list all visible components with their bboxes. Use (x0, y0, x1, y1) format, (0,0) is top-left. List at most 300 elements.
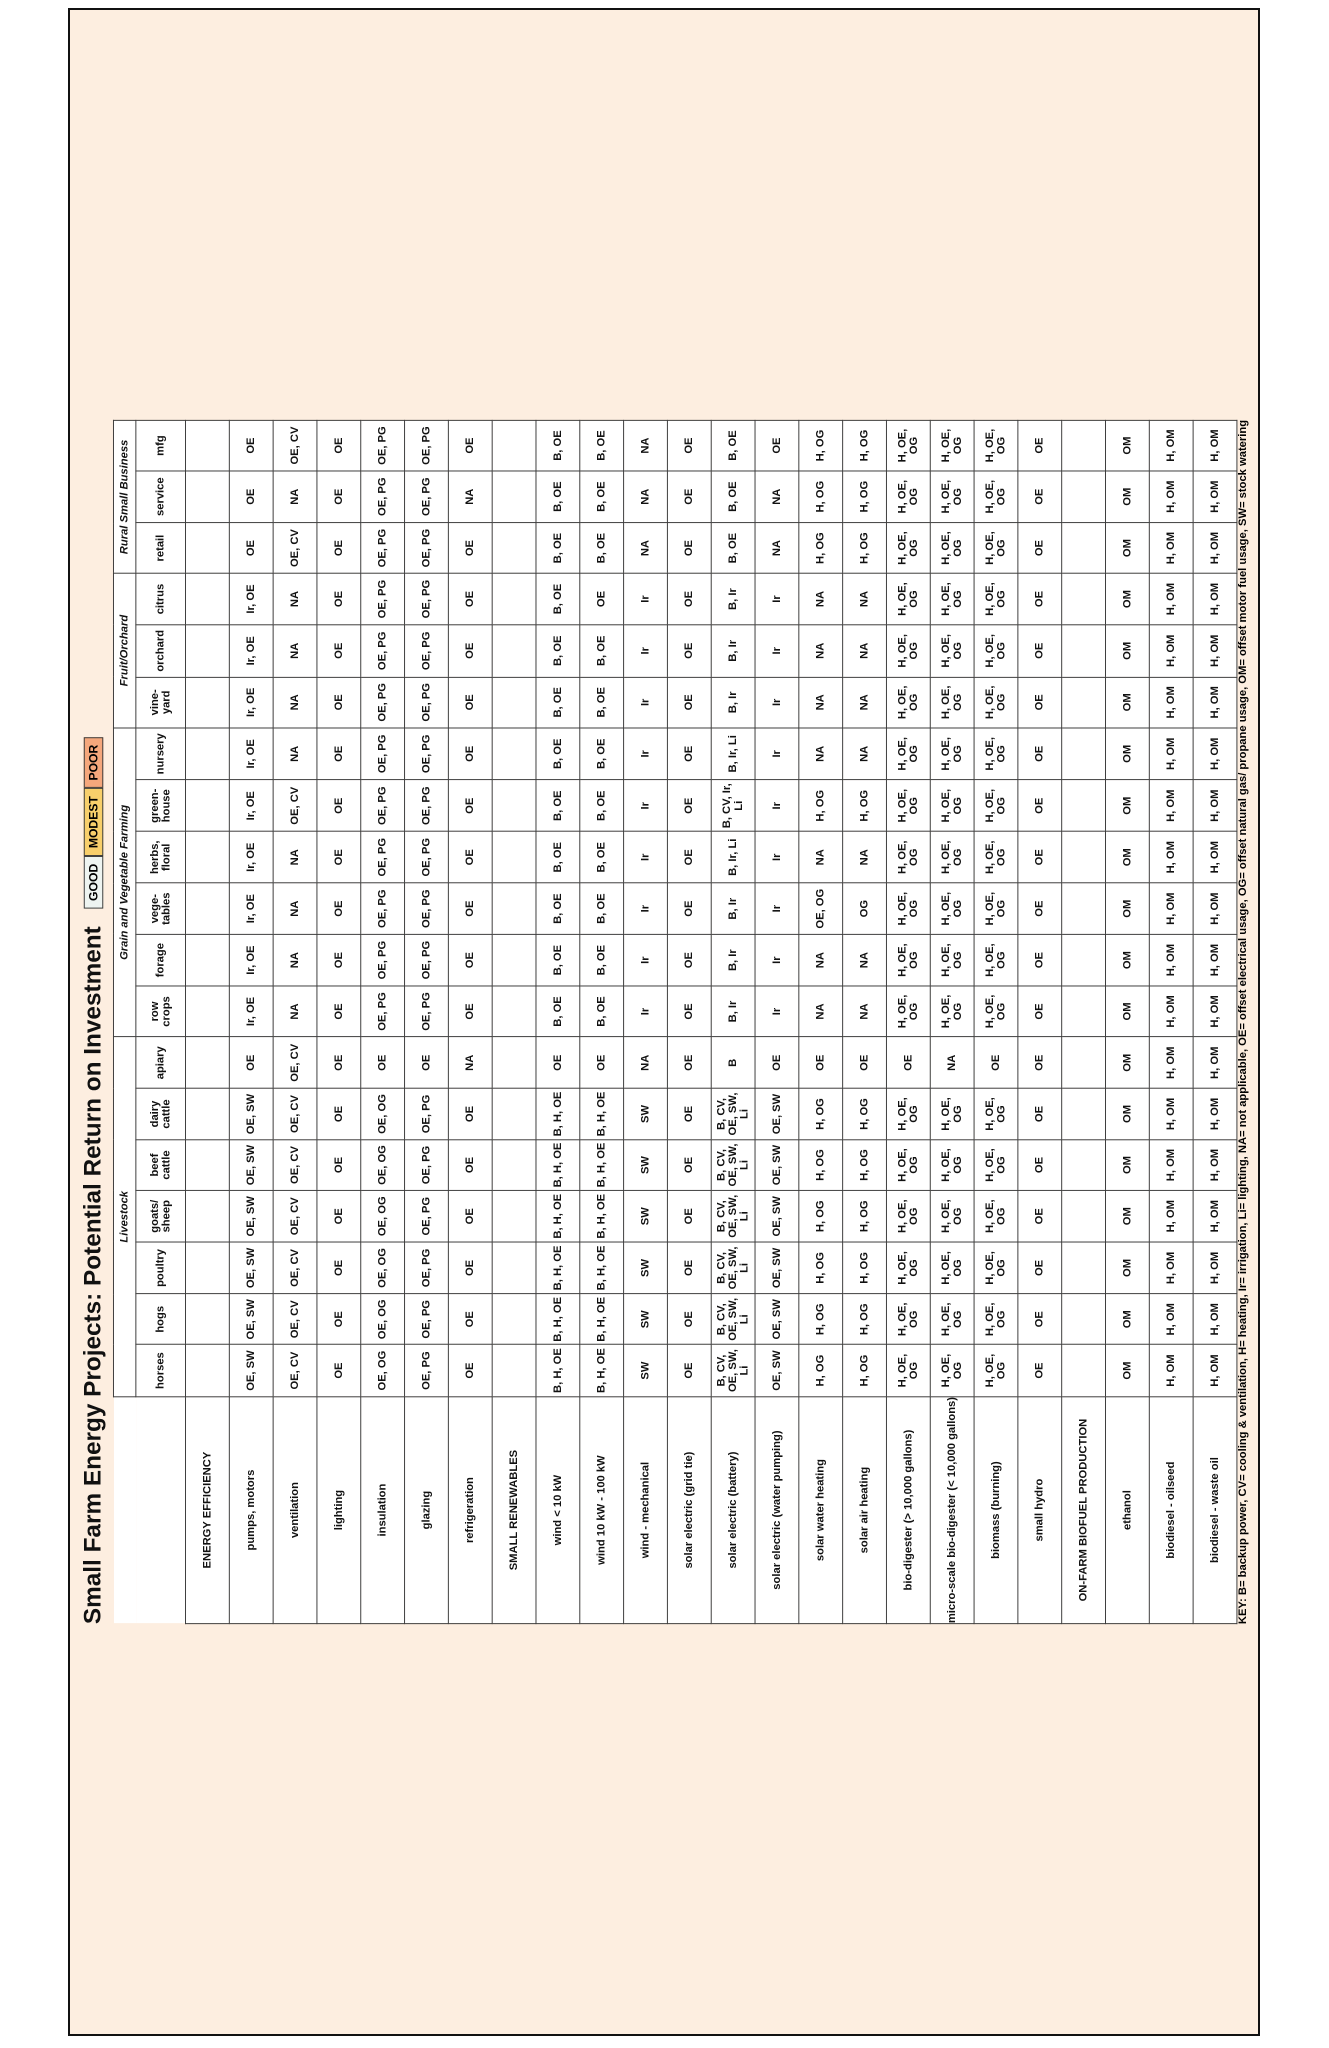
matrix-cell: OE (667, 1191, 711, 1242)
matrix-cell: Ir, OE (229, 677, 273, 728)
matrix-cell: H, OE, OG (930, 1088, 974, 1139)
matrix-cell: OE (448, 1242, 492, 1294)
matrix-cell: Ir (624, 780, 668, 832)
matrix-cell: B, CV, Ir, Li (711, 780, 755, 832)
matrix-cell: OE, PG (405, 1140, 449, 1191)
matrix-cell: H, OE, OG (974, 1294, 1018, 1345)
matrix-cell: OE, CV (273, 523, 317, 574)
matrix-cell: OE, PG (361, 780, 405, 832)
matrix-cell: NA (273, 573, 317, 624)
matrix-cell: OE, OG (361, 1345, 405, 1397)
matrix-row (536, 420, 580, 1623)
section-blank-cell (492, 1088, 536, 1139)
matrix-cell: Ir (624, 728, 668, 780)
matrix-cell: H, OM (1149, 523, 1193, 574)
matrix-row (1105, 420, 1149, 1623)
matrix-cell: OE (667, 523, 711, 574)
column-header-beef-cattle: beef cattle (136, 1140, 186, 1191)
matrix-cell: H, OE, OG (930, 986, 974, 1037)
row-label: ethanol (1105, 1396, 1149, 1623)
matrix-cell: OM (1105, 1191, 1149, 1242)
matrix-cell: Ir (624, 832, 668, 883)
matrix-cell: OE (667, 934, 711, 986)
matrix-cell: OE, PG (405, 573, 449, 624)
matrix-cell: OE (317, 728, 361, 780)
matrix-cell: B, OE (580, 832, 624, 883)
section-blank-cell (186, 934, 230, 986)
section-blank-cell (186, 1242, 230, 1294)
matrix-cell: H, OM (1193, 573, 1237, 624)
matrix-cell: H, OE, OG (886, 986, 930, 1037)
matrix-cell: OM (1105, 832, 1149, 883)
matrix-cell: H, OE, OG (974, 1191, 1018, 1242)
matrix-cell: H, OG (799, 1191, 843, 1242)
matrix-cell: Ir (755, 625, 799, 677)
matrix-cell: OE (317, 573, 361, 624)
matrix-cell: OE (667, 1345, 711, 1397)
matrix-cell: OE (1018, 677, 1062, 728)
matrix-cell: H, OM (1193, 1191, 1237, 1242)
matrix-cell: OE, SW (229, 1242, 273, 1294)
matrix-cell: B, OE (536, 832, 580, 883)
matrix-cell: B, Ir (711, 625, 755, 677)
matrix-cell: OE (667, 677, 711, 728)
matrix-cell: OE, SW (755, 1140, 799, 1191)
section-blank-cell (492, 1037, 536, 1088)
matrix-cell: OE (448, 1140, 492, 1191)
column-header-mfg: mfg (136, 420, 186, 470)
matrix-row (273, 420, 317, 1623)
matrix-cell: SW (624, 1088, 668, 1139)
matrix-cell: B, CV, OE, SW, Li (711, 1242, 755, 1294)
section-blank-cell (1062, 1140, 1106, 1191)
matrix-cell: H, OM (1193, 1037, 1237, 1088)
matrix-cell: NA (273, 934, 317, 986)
matrix-cell: OM (1105, 677, 1149, 728)
matrix-cell: B, H, OE (580, 1140, 624, 1191)
matrix-cell: NA (755, 471, 799, 523)
matrix-cell: NA (799, 573, 843, 624)
matrix-body (186, 420, 1237, 1623)
matrix-cell: H, OM (1149, 1088, 1193, 1139)
matrix-cell: OM (1105, 986, 1149, 1037)
matrix-cell: B, OE (580, 625, 624, 677)
matrix-cell: OE, SW (755, 1191, 799, 1242)
matrix-cell: OE (1018, 1294, 1062, 1345)
section-blank-cell (1062, 934, 1106, 986)
matrix-cell: OE (667, 625, 711, 677)
column-header-nursery: nursery (136, 728, 186, 780)
matrix-cell: NA (799, 625, 843, 677)
row-label: solar electric (water pumping) (755, 1396, 799, 1623)
row-label: solar air heating (843, 1396, 887, 1623)
matrix-cell: B, OE (580, 420, 624, 470)
matrix-row (361, 420, 405, 1623)
matrix-cell: OE (448, 934, 492, 986)
matrix-cell: OE, SW (755, 1242, 799, 1294)
matrix-cell: B, OE (536, 420, 580, 470)
matrix-cell: H, OE, OG (974, 1088, 1018, 1139)
matrix-row (974, 420, 1018, 1623)
matrix-cell: Ir, OE (229, 934, 273, 986)
section-blank-cell (492, 677, 536, 728)
column-header-green-house: green- house (136, 780, 186, 832)
matrix-cell: B, H, OE (536, 1294, 580, 1345)
legend-modest: MODEST (84, 788, 103, 856)
matrix-cell: OE (843, 1037, 887, 1088)
matrix-cell: Ir, OE (229, 832, 273, 883)
matrix-cell: H, OG (843, 780, 887, 832)
matrix-cell: H, OE, OG (886, 573, 930, 624)
section-blank-cell (492, 1191, 536, 1242)
section-blank-cell (186, 1037, 230, 1088)
group-header-livestock: Livestock (113, 1037, 135, 1396)
matrix-cell: SW (624, 1345, 668, 1397)
section-blank-cell (492, 1345, 536, 1397)
matrix-cell: B, CV, OE, SW, Li (711, 1088, 755, 1139)
matrix-cell: B, CV, OE, SW, Li (711, 1294, 755, 1345)
matrix-cell: OE (536, 1037, 580, 1088)
matrix-cell: H, OG (799, 1294, 843, 1345)
matrix-cell: H, OM (1149, 1242, 1193, 1294)
column-header-horses: horses (136, 1345, 186, 1397)
matrix-cell: H, OE, OG (930, 883, 974, 934)
matrix-cell: Ir (755, 728, 799, 780)
matrix-cell: OE (229, 523, 273, 574)
section-blank-cell (1062, 832, 1106, 883)
matrix-cell: OM (1105, 523, 1149, 574)
matrix-cell: OE (317, 1294, 361, 1345)
matrix-cell: Ir, OE (229, 883, 273, 934)
matrix-cell: Ir (755, 934, 799, 986)
column-header-apiary: apiary (136, 1037, 186, 1088)
matrix-cell: Ir, OE (229, 780, 273, 832)
section-label: SMALL RENEWABLES (492, 1396, 536, 1623)
column-header-hogs: hogs (136, 1294, 186, 1345)
section-blank-cell (1062, 1191, 1106, 1242)
matrix-cell: NA (273, 883, 317, 934)
matrix-cell: OE (448, 420, 492, 470)
row-label: solar electric (grid tie) (667, 1396, 711, 1623)
matrix-cell: NA (843, 728, 887, 780)
matrix-cell: H, OE, OG (886, 1191, 930, 1242)
matrix-cell: H, OM (1149, 780, 1193, 832)
matrix-cell: Ir (624, 934, 668, 986)
matrix-cell: OE (448, 677, 492, 728)
matrix-cell: OE, PG (405, 1191, 449, 1242)
row-label: lighting (317, 1396, 361, 1623)
row-label: micro-scale bio-digester (< 10,000 gallons) (930, 1396, 974, 1623)
matrix-cell: NA (843, 573, 887, 624)
matrix-cell: H, OE, OG (974, 1242, 1018, 1294)
page-title: Small Farm Energy Projects: Potential Return on Investment (78, 926, 107, 1625)
matrix-cell: OE, PG (405, 832, 449, 883)
matrix-cell: Ir (755, 883, 799, 934)
section-blank-cell (1062, 573, 1106, 624)
matrix-cell: NA (273, 728, 317, 780)
matrix-cell: Ir (624, 677, 668, 728)
matrix-cell: B, Ir (711, 934, 755, 986)
row-label: biodiesel - waste oil (1193, 1396, 1237, 1623)
section-blank-cell (186, 832, 230, 883)
matrix-row (405, 420, 449, 1623)
matrix-cell: H, OE, OG (930, 573, 974, 624)
group-header-spacer (113, 1396, 135, 1623)
matrix-cell: OE (448, 625, 492, 677)
matrix-cell: H, OG (843, 420, 887, 470)
matrix-cell: OE (580, 573, 624, 624)
matrix-cell: OE, OG (361, 1294, 405, 1345)
matrix-cell: OE, PG (405, 471, 449, 523)
matrix-cell: OE (448, 780, 492, 832)
matrix-cell: OE (317, 1191, 361, 1242)
matrix-cell: B, OE (580, 986, 624, 1037)
matrix-cell: B, OE (580, 934, 624, 986)
matrix-cell: H, OM (1149, 728, 1193, 780)
matrix-cell: NA (843, 832, 887, 883)
matrix-cell: OE (1018, 1242, 1062, 1294)
matrix-cell: H, OE, OG (886, 1345, 930, 1397)
matrix-cell: OE, PG (405, 1294, 449, 1345)
matrix-cell: OE (974, 1037, 1018, 1088)
matrix-cell: OE (405, 1037, 449, 1088)
matrix-cell: OE, PG (361, 573, 405, 624)
row-label: pumps, motors (229, 1396, 273, 1623)
matrix-cell: H, OM (1193, 1294, 1237, 1345)
matrix-cell: B, Ir, Li (711, 728, 755, 780)
matrix-cell: OE (317, 420, 361, 470)
matrix-cell: OE, OG (799, 883, 843, 934)
matrix-cell: OE, CV (273, 420, 317, 470)
matrix-cell: NA (799, 934, 843, 986)
matrix-cell: H, OM (1193, 523, 1237, 574)
section-label: ON-FARM BIOFUEL PRODUCTION (1062, 1396, 1106, 1623)
matrix-cell: OE (667, 573, 711, 624)
matrix-cell: OE (1018, 420, 1062, 470)
matrix-cell: OE (448, 573, 492, 624)
matrix-cell: B, CV, OE, SW, Li (711, 1345, 755, 1397)
row-label: ventilation (273, 1396, 317, 1623)
matrix-cell: Ir, OE (229, 625, 273, 677)
matrix-cell: H, OE, OG (930, 728, 974, 780)
matrix-cell: B, H, OE (580, 1294, 624, 1345)
matrix-cell: SW (624, 1242, 668, 1294)
row-label: solar water heating (799, 1396, 843, 1623)
matrix-cell: B, OE (536, 934, 580, 986)
matrix-cell: OE (667, 1037, 711, 1088)
matrix-cell: H, OM (1193, 1242, 1237, 1294)
matrix-cell: B, OE (536, 471, 580, 523)
matrix-cell: OE, PG (361, 728, 405, 780)
matrix-cell: B, OE (536, 780, 580, 832)
row-label: solar electric (battery) (711, 1396, 755, 1623)
group-header-row (113, 420, 135, 1623)
matrix-cell: H, OG (799, 471, 843, 523)
matrix-cell: OE (317, 1037, 361, 1088)
matrix-cell: OE (317, 471, 361, 523)
matrix-row (667, 420, 711, 1623)
matrix-cell: NA (624, 523, 668, 574)
matrix-cell: OE (229, 1037, 273, 1088)
matrix-cell: OE, PG (405, 883, 449, 934)
matrix-cell: OE (448, 1294, 492, 1345)
section-blank-cell (186, 1345, 230, 1397)
matrix-cell: NA (843, 986, 887, 1037)
matrix-cell: OE (1018, 934, 1062, 986)
matrix-cell: OE (667, 1242, 711, 1294)
matrix-cell: H, OE, OG (930, 832, 974, 883)
rotated-content (79, 420, 1249, 1624)
matrix-cell: OE, SW (755, 1088, 799, 1139)
group-header-rural-small-business: Rural Small Business (113, 420, 135, 573)
matrix-cell: Ir (624, 625, 668, 677)
matrix-cell: H, OE, OG (886, 471, 930, 523)
row-label: insulation (361, 1396, 405, 1623)
matrix-row (755, 420, 799, 1623)
matrix-cell: OM (1105, 573, 1149, 624)
matrix-cell: OE, SW (229, 1088, 273, 1139)
matrix-cell: H, OE, OG (974, 677, 1018, 728)
matrix-cell: OE, PG (405, 1242, 449, 1294)
matrix-cell: Ir, OE (229, 728, 273, 780)
matrix-cell: B, H, OE (536, 1191, 580, 1242)
section-blank-cell (1062, 986, 1106, 1037)
matrix-cell: OM (1105, 780, 1149, 832)
matrix-cell: OM (1105, 728, 1149, 780)
matrix-cell: OE, PG (405, 780, 449, 832)
section-blank-cell (492, 1140, 536, 1191)
matrix-cell: NA (273, 471, 317, 523)
section-blank-cell (1062, 1088, 1106, 1139)
section-blank-cell (186, 677, 230, 728)
matrix-cell: OE, PG (361, 625, 405, 677)
matrix-cell: OE, CV (273, 1242, 317, 1294)
legend-poor: POOR (84, 737, 103, 788)
matrix-cell: OE, CV (273, 1088, 317, 1139)
matrix-cell: B, H, OE (536, 1140, 580, 1191)
matrix-cell: H, OE, OG (886, 832, 930, 883)
matrix-cell: B, H, OE (580, 1088, 624, 1139)
matrix-cell: H, OM (1149, 1294, 1193, 1345)
matrix-cell: OE, OG (361, 1191, 405, 1242)
matrix-cell: OE, PG (361, 471, 405, 523)
matrix-cell: NA (843, 934, 887, 986)
matrix-cell: OE, CV (273, 1037, 317, 1088)
matrix-cell: NA (624, 471, 668, 523)
matrix-cell: Ir (624, 883, 668, 934)
matrix-cell: NA (273, 832, 317, 883)
matrix-cell: OM (1105, 1088, 1149, 1139)
matrix-cell: H, OE, OG (930, 523, 974, 574)
column-header-poultry: poultry (136, 1242, 186, 1294)
matrix-cell: H, OE, OG (930, 1345, 974, 1397)
matrix-cell: H, OM (1149, 1191, 1193, 1242)
matrix-cell: H, OG (799, 1088, 843, 1139)
matrix-cell: H, OG (843, 1345, 887, 1397)
section-blank-cell (186, 1191, 230, 1242)
matrix-cell: B, OE (711, 420, 755, 470)
matrix-cell: H, OE, OG (886, 728, 930, 780)
section-blank-cell (1062, 728, 1106, 780)
matrix-cell: OE (1018, 573, 1062, 624)
matrix-cell: H, OM (1149, 1140, 1193, 1191)
matrix-cell: OE, PG (361, 986, 405, 1037)
matrix-cell: B, OE (711, 523, 755, 574)
matrix-cell: B, CV, OE, SW, Li (711, 1140, 755, 1191)
column-header-orchard: orchard (136, 625, 186, 677)
matrix-cell: OM (1105, 1037, 1149, 1088)
matrix-cell: Ir (624, 986, 668, 1037)
matrix-cell: OE (1018, 832, 1062, 883)
matrix-cell: OE, PG (361, 420, 405, 470)
matrix-cell: OE (317, 1242, 361, 1294)
section-blank-cell (1062, 1294, 1106, 1345)
row-label: biomass (burning) (974, 1396, 1018, 1623)
matrix-cell: B, OE (536, 677, 580, 728)
matrix-row (1149, 420, 1193, 1623)
matrix-cell: H, OE, OG (886, 523, 930, 574)
section-blank-cell (492, 934, 536, 986)
matrix-row (711, 420, 755, 1623)
section-blank-cell (186, 573, 230, 624)
matrix-cell: NA (799, 832, 843, 883)
matrix-cell: OE (667, 883, 711, 934)
matrix-cell: B, OE (580, 523, 624, 574)
section-blank-cell (492, 728, 536, 780)
section-blank-cell (1062, 1037, 1106, 1088)
matrix-cell: OE, PG (405, 677, 449, 728)
matrix-cell: B, OE (536, 523, 580, 574)
section-blank-cell (492, 523, 536, 574)
matrix-cell: NA (624, 420, 668, 470)
matrix-cell: NA (930, 1037, 974, 1088)
matrix-cell: OE, SW (755, 1345, 799, 1397)
matrix-cell: H, OM (1193, 420, 1237, 470)
matrix-cell: H, OG (799, 1140, 843, 1191)
matrix-cell: OE (317, 986, 361, 1037)
matrix-cell: OE (317, 934, 361, 986)
matrix-cell: NA (448, 1037, 492, 1088)
matrix-cell: OE, SW (229, 1294, 273, 1345)
section-blank-cell (186, 780, 230, 832)
matrix-section-row (186, 420, 230, 1623)
matrix-cell: H, OE, OG (974, 883, 1018, 934)
matrix-cell: H, OE, OG (974, 420, 1018, 470)
matrix-cell: H, OM (1193, 832, 1237, 883)
matrix-cell: B, Ir, Li (711, 832, 755, 883)
matrix-cell: OE, CV (273, 1140, 317, 1191)
section-blank-cell (492, 573, 536, 624)
matrix-cell: OE (317, 780, 361, 832)
row-label: wind 10 kW - 100 kW (580, 1396, 624, 1623)
matrix-cell: OE, OG (361, 1088, 405, 1139)
matrix-cell: B, OE (580, 728, 624, 780)
matrix-cell: H, OM (1193, 780, 1237, 832)
section-blank-cell (492, 420, 536, 470)
matrix-cell: H, OG (843, 1088, 887, 1139)
section-blank-cell (186, 1294, 230, 1345)
matrix-cell: H, OG (843, 1140, 887, 1191)
matrix-cell: OE, PG (405, 1345, 449, 1397)
matrix-cell: OE (1018, 1191, 1062, 1242)
matrix-cell: OE, CV (273, 780, 317, 832)
section-blank-cell (1062, 625, 1106, 677)
matrix-cell: H, OM (1193, 1140, 1237, 1191)
matrix-cell: H, OE, OG (974, 780, 1018, 832)
column-header-spacer (136, 1396, 186, 1623)
matrix-cell: H, OG (799, 523, 843, 574)
matrix-cell: H, OG (799, 1242, 843, 1294)
